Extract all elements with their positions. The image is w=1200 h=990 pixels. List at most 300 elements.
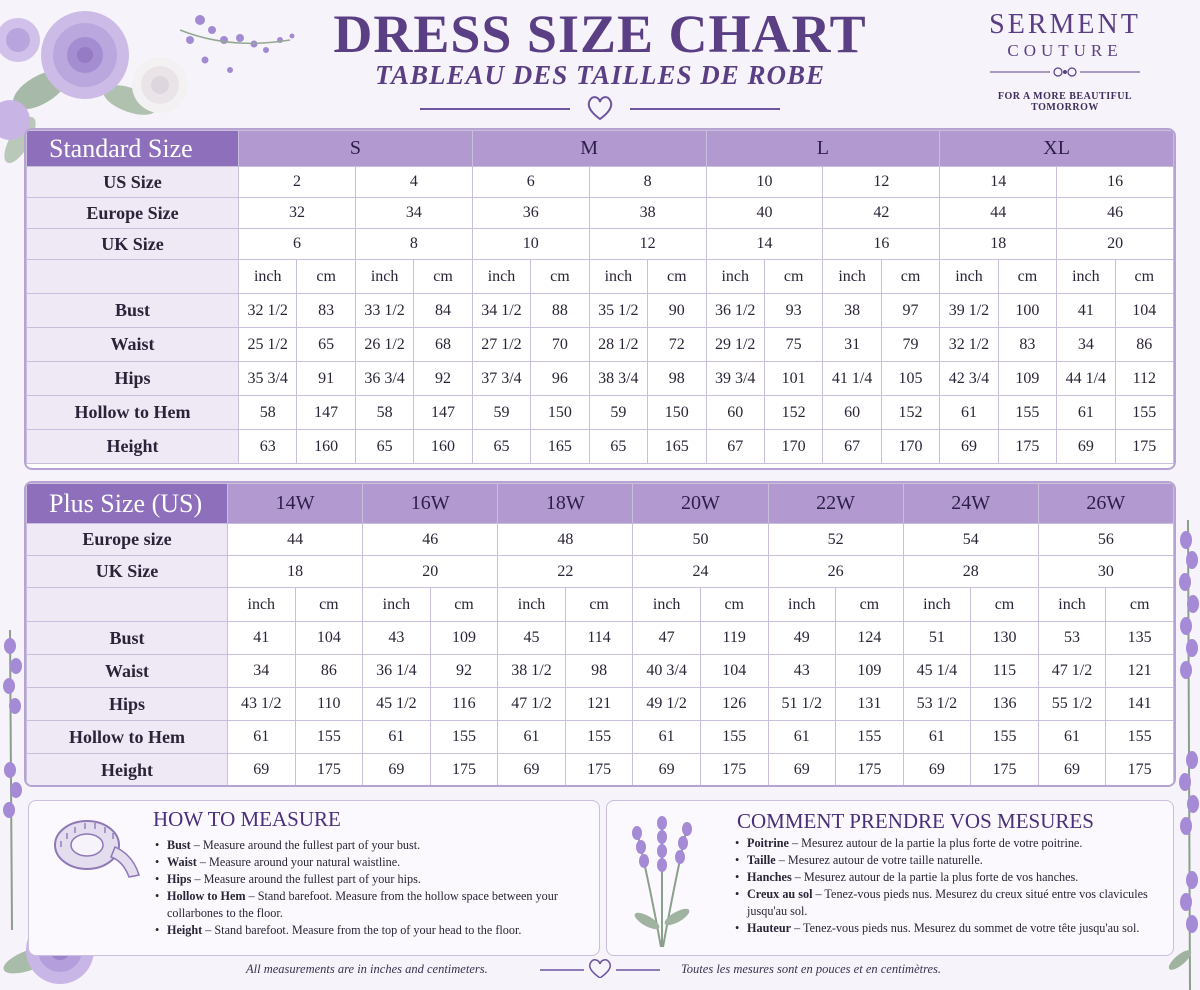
measure-cell: 36 1/2 [706, 294, 764, 328]
size-cell: 46 [1057, 198, 1174, 229]
unit-inch: inch [228, 588, 296, 622]
measure-cell: 26 1/2 [355, 328, 413, 362]
instruction-term: Waist [167, 855, 197, 869]
measure-cell: 69 [633, 754, 701, 787]
size-cell: 44 [940, 198, 1057, 229]
measure-cell: 141 [1106, 688, 1174, 721]
unit-cm: cm [881, 260, 939, 294]
measure-row [27, 396, 1174, 430]
measure-cell: 155 [971, 721, 1039, 754]
how-to-measure-panel [28, 800, 600, 956]
measure-cell: 53 1/2 [903, 688, 971, 721]
size-group-header: 26W [1038, 484, 1173, 524]
measure-cell: 61 [633, 721, 701, 754]
comment-prendre-list [735, 835, 1167, 937]
unit-cm: cm [998, 260, 1056, 294]
unit-cm: cm [648, 260, 706, 294]
measure-cell: 130 [971, 622, 1039, 655]
measure-cell: 69 [768, 754, 836, 787]
row-label: Waist [27, 655, 228, 688]
size-row [27, 556, 1174, 588]
size-cell: 12 [823, 167, 940, 198]
lavender-sprig-icon [617, 811, 707, 951]
measure-cell: 67 [823, 430, 881, 464]
measure-cell: 150 [648, 396, 706, 430]
measure-instruction [155, 922, 595, 939]
measure-cell: 105 [881, 362, 939, 396]
measure-cell: 165 [531, 430, 589, 464]
size-cell: 40 [706, 198, 823, 229]
unit-cm: cm [836, 588, 904, 622]
measure-cell: 61 [498, 721, 566, 754]
measure-cell: 43 [363, 622, 431, 655]
measure-row [27, 688, 1174, 721]
unit-cm: cm [1106, 588, 1174, 622]
size-group-header: L [706, 131, 940, 167]
measure-cell: 49 [768, 622, 836, 655]
measure-cell: 124 [836, 622, 904, 655]
measure-cell: 38 [823, 294, 881, 328]
unit-inch: inch [355, 260, 413, 294]
size-row [27, 198, 1174, 229]
measure-cell: 40 3/4 [633, 655, 701, 688]
measure-cell: 101 [764, 362, 822, 396]
row-label-empty [27, 588, 228, 622]
measure-cell: 109 [836, 655, 904, 688]
unit-inch: inch [903, 588, 971, 622]
unit-cm: cm [764, 260, 822, 294]
measure-row [27, 754, 1174, 787]
instruction-term: Taille [747, 853, 776, 867]
size-cell: 18 [940, 229, 1057, 260]
measure-cell: 69 [1057, 430, 1115, 464]
measure-instruction [735, 886, 1167, 920]
measure-cell: 112 [1115, 362, 1173, 396]
instruction-text: – Mesurez autour de la partie la plus forte de votre poitrine. [788, 836, 1083, 850]
measure-instruction [155, 871, 595, 888]
measure-cell: 49 1/2 [633, 688, 701, 721]
size-cell: 52 [768, 524, 903, 556]
brand-sub: COUTURE [1007, 41, 1123, 60]
measure-cell: 43 1/2 [228, 688, 296, 721]
measure-cell: 68 [414, 328, 472, 362]
measure-cell: 155 [430, 721, 498, 754]
measure-instruction [155, 888, 595, 922]
measure-cell: 31 [823, 328, 881, 362]
measure-cell: 109 [430, 622, 498, 655]
row-label: Hollow to Hem [27, 721, 228, 754]
row-label: UK Size [27, 229, 239, 260]
measure-cell: 35 1/2 [589, 294, 647, 328]
measure-row [27, 362, 1174, 396]
size-cell: 54 [903, 524, 1038, 556]
measure-cell: 110 [295, 688, 363, 721]
measure-cell: 36 3/4 [355, 362, 413, 396]
size-cell: 16 [1057, 167, 1174, 198]
measure-cell: 34 [228, 655, 296, 688]
measure-cell: 39 1/2 [940, 294, 998, 328]
size-cell: 46 [363, 524, 498, 556]
measure-cell: 155 [1106, 721, 1174, 754]
measure-cell: 41 1/4 [823, 362, 881, 396]
size-cell: 44 [228, 524, 363, 556]
how-to-measure-list [155, 837, 595, 939]
row-label: Hips [27, 362, 239, 396]
table-title: Plus Size (US) [27, 484, 228, 524]
measure-cell: 47 [633, 622, 701, 655]
measure-cell: 84 [414, 294, 472, 328]
instruction-term: Creux au sol [747, 887, 813, 901]
instruction-term: Poitrine [747, 836, 789, 850]
row-label: UK Size [27, 556, 228, 588]
measure-cell: 136 [971, 688, 1039, 721]
size-group-header: 20W [633, 484, 768, 524]
unit-cm: cm [414, 260, 472, 294]
measure-cell: 69 [228, 754, 296, 787]
measure-cell: 121 [1106, 655, 1174, 688]
instruction-text: – Tenez-vous pieds nus. Mesurez du creux situé entre vos clavicules jusqu'au sol. [747, 887, 1148, 918]
unit-inch: inch [940, 260, 998, 294]
unit-cm: cm [1115, 260, 1173, 294]
measure-cell: 175 [565, 754, 633, 787]
size-group-header: 22W [768, 484, 903, 524]
measure-cell: 126 [700, 688, 768, 721]
measure-cell: 32 1/2 [239, 294, 297, 328]
size-group-header: 18W [498, 484, 633, 524]
unit-row [27, 260, 1174, 294]
measure-cell: 79 [881, 328, 939, 362]
measure-cell: 119 [700, 622, 768, 655]
unit-inch: inch [239, 260, 297, 294]
measure-cell: 69 [363, 754, 431, 787]
measure-cell: 61 [228, 721, 296, 754]
instruction-term: Hollow to Hem [167, 889, 246, 903]
row-label: Height [27, 430, 239, 464]
how-to-measure-title: HOW TO MEASURE [153, 807, 341, 831]
size-cell: 24 [633, 556, 768, 588]
measure-cell: 25 1/2 [239, 328, 297, 362]
measure-cell: 45 [498, 622, 566, 655]
size-cell: 36 [472, 198, 589, 229]
measure-cell: 150 [531, 396, 589, 430]
measure-cell: 131 [836, 688, 904, 721]
unit-inch: inch [823, 260, 881, 294]
measure-cell: 60 [823, 396, 881, 430]
brand-name: SERMENT [989, 9, 1141, 40]
measure-cell: 61 [1038, 721, 1106, 754]
measure-cell: 55 1/2 [1038, 688, 1106, 721]
measure-cell: 104 [295, 622, 363, 655]
table-title: Standard Size [27, 131, 239, 167]
measure-cell: 155 [836, 721, 904, 754]
measure-cell: 104 [1115, 294, 1173, 328]
size-cell: 10 [706, 167, 823, 198]
measure-cell: 170 [881, 430, 939, 464]
measure-cell: 36 1/4 [363, 655, 431, 688]
measure-cell: 42 3/4 [940, 362, 998, 396]
table-header-row [27, 484, 1174, 524]
measure-cell: 41 [228, 622, 296, 655]
measure-cell: 69 [903, 754, 971, 787]
measure-cell: 116 [430, 688, 498, 721]
row-label: US Size [27, 167, 239, 198]
measure-cell: 115 [971, 655, 1039, 688]
measure-row [27, 721, 1174, 754]
measure-cell: 35 3/4 [239, 362, 297, 396]
measure-cell: 61 [768, 721, 836, 754]
page-title: DRESS SIZE CHART [333, 4, 867, 64]
measure-cell: 147 [414, 396, 472, 430]
size-cell: 16 [823, 229, 940, 260]
size-cell: 2 [239, 167, 356, 198]
standard-size-table [24, 128, 1176, 470]
row-label: Hips [27, 688, 228, 721]
measure-cell: 96 [531, 362, 589, 396]
size-cell: 32 [239, 198, 356, 229]
measure-cell: 53 [1038, 622, 1106, 655]
measure-cell: 83 [998, 328, 1056, 362]
size-cell: 8 [355, 229, 472, 260]
measure-cell: 65 [472, 430, 530, 464]
measure-cell: 60 [706, 396, 764, 430]
measure-cell: 165 [648, 430, 706, 464]
row-label: Bust [27, 622, 228, 655]
measure-cell: 175 [1106, 754, 1174, 787]
size-cell: 10 [472, 229, 589, 260]
measure-cell: 70 [531, 328, 589, 362]
size-row [27, 167, 1174, 198]
measure-cell: 44 1/4 [1057, 362, 1115, 396]
measure-cell: 86 [1115, 328, 1173, 362]
size-group-header: M [472, 131, 706, 167]
measure-cell: 61 [363, 721, 431, 754]
unit-cm: cm [531, 260, 589, 294]
comment-prendre-panel [606, 800, 1174, 956]
instruction-term: Hips [167, 872, 192, 886]
measure-cell: 86 [295, 655, 363, 688]
size-row [27, 229, 1174, 260]
instruction-text: – Measure around the fullest part of your hips. [191, 872, 421, 886]
measure-cell: 175 [971, 754, 1039, 787]
measure-cell: 58 [239, 396, 297, 430]
measure-cell: 61 [940, 396, 998, 430]
measure-cell: 38 3/4 [589, 362, 647, 396]
size-cell: 30 [1038, 556, 1173, 588]
measure-cell: 59 [472, 396, 530, 430]
size-cell: 4 [355, 167, 472, 198]
footnote-fr: Toutes les mesures sont en pouces et en centimètres. [681, 962, 942, 976]
unit-inch: inch [706, 260, 764, 294]
unit-cm: cm [295, 588, 363, 622]
size-cell: 48 [498, 524, 633, 556]
unit-inch: inch [363, 588, 431, 622]
measure-cell: 175 [998, 430, 1056, 464]
measure-cell: 121 [565, 688, 633, 721]
measure-cell: 114 [565, 622, 633, 655]
plus-size-table [24, 481, 1176, 787]
measure-cell: 61 [903, 721, 971, 754]
unit-inch: inch [1038, 588, 1106, 622]
measure-cell: 72 [648, 328, 706, 362]
measure-cell: 152 [881, 396, 939, 430]
measure-cell: 29 1/2 [706, 328, 764, 362]
measure-cell: 51 [903, 622, 971, 655]
measure-instruction [735, 920, 1167, 937]
measure-cell: 109 [998, 362, 1056, 396]
size-cell: 26 [768, 556, 903, 588]
size-group-header: 24W [903, 484, 1038, 524]
size-group-header: S [239, 131, 473, 167]
measure-cell: 28 1/2 [589, 328, 647, 362]
unit-inch: inch [1057, 260, 1115, 294]
row-label: Height [27, 754, 228, 787]
instruction-text: – Stand barefoot. Measure from the top of your head to the floor. [202, 923, 522, 937]
measure-cell: 47 1/2 [1038, 655, 1106, 688]
brand-tagline: FOR A MORE BEAUTIFUL TOMORROW [997, 91, 1133, 113]
page-subtitle: TABLEAU DES TAILLES DE ROBE [374, 60, 826, 90]
measure-cell: 92 [430, 655, 498, 688]
measure-cell: 32 1/2 [940, 328, 998, 362]
instruction-term: Height [167, 923, 203, 937]
measure-cell: 69 [1038, 754, 1106, 787]
size-group-header: XL [940, 131, 1174, 167]
measure-cell: 100 [998, 294, 1056, 328]
measure-cell: 155 [700, 721, 768, 754]
measure-cell: 97 [881, 294, 939, 328]
measure-cell: 34 1/2 [472, 294, 530, 328]
size-group-header: 14W [228, 484, 363, 524]
size-cell: 20 [1057, 229, 1174, 260]
measure-cell: 51 1/2 [768, 688, 836, 721]
measure-cell: 92 [414, 362, 472, 396]
size-cell: 6 [239, 229, 356, 260]
row-label: Europe size [27, 524, 228, 556]
size-cell: 14 [706, 229, 823, 260]
measure-cell: 160 [297, 430, 355, 464]
measure-cell: 175 [700, 754, 768, 787]
measure-cell: 67 [706, 430, 764, 464]
size-cell: 14 [940, 167, 1057, 198]
instruction-text: – Tenez-vous pieds nus. Mesurez du sommet de votre tête jusqu'au sol. [791, 921, 1140, 935]
unit-inch: inch [498, 588, 566, 622]
table-header-row [27, 131, 1174, 167]
measure-cell: 147 [297, 396, 355, 430]
measure-cell: 160 [414, 430, 472, 464]
measure-cell: 41 [1057, 294, 1115, 328]
row-label: Hollow to Hem [27, 396, 239, 430]
measure-cell: 170 [764, 430, 822, 464]
measure-cell: 45 1/2 [363, 688, 431, 721]
size-cell: 50 [633, 524, 768, 556]
measure-cell: 63 [239, 430, 297, 464]
measure-row [27, 294, 1174, 328]
measure-cell: 33 1/2 [355, 294, 413, 328]
size-cell: 8 [589, 167, 706, 198]
measure-cell: 175 [430, 754, 498, 787]
instruction-term: Bust [167, 838, 191, 852]
row-label-empty [27, 260, 239, 294]
unit-cm: cm [971, 588, 1039, 622]
measure-cell: 135 [1106, 622, 1174, 655]
size-cell: 6 [472, 167, 589, 198]
size-group-header: 16W [363, 484, 498, 524]
measure-instruction [155, 837, 595, 854]
instruction-term: Hauteur [747, 921, 792, 935]
measure-cell: 39 3/4 [706, 362, 764, 396]
measure-cell: 59 [589, 396, 647, 430]
measure-cell: 75 [764, 328, 822, 362]
measure-cell: 61 [1057, 396, 1115, 430]
brand-logo [970, 10, 1160, 113]
size-cell: 20 [363, 556, 498, 588]
measure-cell: 155 [295, 721, 363, 754]
size-cell: 28 [903, 556, 1038, 588]
measure-cell: 65 [589, 430, 647, 464]
measure-cell: 45 1/4 [903, 655, 971, 688]
measure-cell: 155 [998, 396, 1056, 430]
footnote-en: All measurements are in inches and centimeters. [246, 962, 488, 976]
size-cell: 22 [498, 556, 633, 588]
instruction-text: – Stand barefoot. Measure from the hollow space between your collarbones to the floor. [167, 889, 558, 920]
ornament-icon [970, 64, 1160, 80]
unit-inch: inch [633, 588, 701, 622]
footer-heart-divider [540, 958, 660, 978]
unit-inch: inch [472, 260, 530, 294]
measure-row [27, 655, 1174, 688]
measure-cell: 175 [836, 754, 904, 787]
unit-row [27, 588, 1174, 622]
measure-instruction [735, 852, 1167, 869]
measure-cell: 65 [297, 328, 355, 362]
row-label: Bust [27, 294, 239, 328]
unit-inch: inch [589, 260, 647, 294]
measure-cell: 90 [648, 294, 706, 328]
heart-icon [585, 94, 615, 122]
measure-cell: 175 [1115, 430, 1173, 464]
measuring-tape-icon [49, 811, 145, 881]
measure-cell: 155 [565, 721, 633, 754]
size-cell: 38 [589, 198, 706, 229]
measure-cell: 155 [1115, 396, 1173, 430]
unit-inch: inch [768, 588, 836, 622]
measure-cell: 34 [1057, 328, 1115, 362]
instruction-text: – Measure around your natural waistline. [196, 855, 401, 869]
measure-cell: 69 [940, 430, 998, 464]
measure-cell: 37 3/4 [472, 362, 530, 396]
instruction-term: Hanches [747, 870, 792, 884]
size-cell: 56 [1038, 524, 1173, 556]
row-label: Europe Size [27, 198, 239, 229]
measure-cell: 83 [297, 294, 355, 328]
measure-cell: 98 [648, 362, 706, 396]
instruction-text: – Measure around the fullest part of your bust. [190, 838, 421, 852]
unit-cm: cm [297, 260, 355, 294]
measure-row [27, 622, 1174, 655]
unit-cm: cm [430, 588, 498, 622]
size-cell: 18 [228, 556, 363, 588]
measure-cell: 58 [355, 396, 413, 430]
instruction-text: – Mesurez autour de votre taille naturelle. [775, 853, 983, 867]
measure-cell: 104 [700, 655, 768, 688]
measure-cell: 47 1/2 [498, 688, 566, 721]
measure-cell: 69 [498, 754, 566, 787]
measure-cell: 175 [295, 754, 363, 787]
measure-cell: 27 1/2 [472, 328, 530, 362]
comment-prendre-title: COMMENT PRENDRE VOS MESURES [737, 809, 1094, 833]
measure-cell: 43 [768, 655, 836, 688]
measure-cell: 91 [297, 362, 355, 396]
unit-cm: cm [565, 588, 633, 622]
